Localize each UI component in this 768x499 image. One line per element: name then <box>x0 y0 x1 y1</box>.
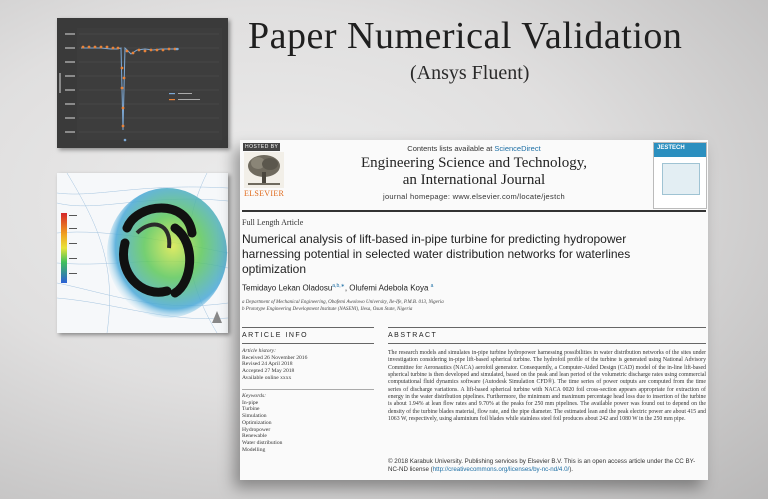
keyword-item: Renewable <box>242 433 267 440</box>
author-2-affiliation-mark: a <box>430 283 434 289</box>
keyword-item: Water distribution <box>242 439 283 446</box>
header-rule <box>242 210 706 212</box>
history-heading: Article history: <box>242 348 277 354</box>
contents-line <box>240 144 708 153</box>
keyword-item: Simulation <box>242 413 267 420</box>
abstract-top-rule <box>388 327 706 328</box>
author-1-affiliation-mark: a,b,∗ <box>332 283 345 289</box>
cfd-streamlines-graphic <box>57 173 228 333</box>
cfd-simulation-image <box>57 173 228 333</box>
sciencedirect-link[interactable]: ScienceDirect <box>494 144 541 153</box>
author-2: Olufemi Adebola Koya <box>349 283 429 293</box>
journal-cover-graphic <box>662 163 700 195</box>
abstract-heading: ABSTRACT <box>388 332 438 339</box>
history-item: Available online xxxx <box>242 374 292 381</box>
history-item: Accepted 27 May 2018 <box>242 368 295 375</box>
journal-cover-label: JESTECH <box>657 145 685 151</box>
author-separator: , <box>344 283 350 293</box>
license-link[interactable]: http://creativecommons.org/licenses/by-nc-nd/4.0/ <box>432 466 570 473</box>
article-info-top-rule <box>242 327 374 328</box>
elsevier-wordmark: ELSEVIER <box>244 189 285 198</box>
keyword-item: Hydropower <box>242 426 271 433</box>
copyright-text: © 2018 Karabuk University. Publishing services by Elsevier B.V. This is an open access article under the CC BY-NC-ND license ( <box>388 458 696 473</box>
article-history <box>242 348 307 382</box>
paper-title: Numerical analysis of lift-based in-pipe turbine for predicting hydropower harnessing potential in selected water distribution networks for waterlines optimization <box>242 232 631 276</box>
paper-preview <box>240 140 708 480</box>
journal-homepage: journal homepage: www.elsevier.com/locate/jestch <box>383 192 565 201</box>
journal-title <box>240 155 708 189</box>
author-1: Temidayo Lekan Oladosu <box>242 283 333 293</box>
journal-cover-image <box>653 142 707 209</box>
article-info-bottom-rule <box>242 343 374 344</box>
keyword-item: Optimization <box>242 419 272 426</box>
slide-title: Paper Numerical Validation <box>248 15 683 57</box>
contents-prefix: Contents lists available at <box>407 144 495 153</box>
validation-chart-graphic <box>57 18 228 148</box>
keywords-list <box>242 393 282 453</box>
affiliation-b: b Prototype Engineering Development Institute (NASENI), Ilesa, Osun State, Nigeria <box>242 307 413 312</box>
validation-chart-image <box>57 18 228 148</box>
history-item: Revised 24 April 2018 <box>242 361 293 368</box>
journal-title-line2: an International Journal <box>402 172 546 188</box>
keywords-rule <box>242 389 374 390</box>
article-type: Full Length Article <box>242 218 304 227</box>
copyright-notice <box>388 458 706 474</box>
keyword-item: Turbine <box>242 406 260 413</box>
copyright-end: ). <box>569 466 574 473</box>
abstract-body: The research models and simulates in-pipe turbine hydropower harnessing possibilities in water distribution networks of the sites under investigation considering in-pipe lift-based spherical turbine. The hydrofoil profile of the turbine is generated using National Advisory Committee for Aeronautics (NACA) aerofoil generator. Consequently, a Computer-Aided Design (CAD) model of the in-line lift-based spherical turbine is then developed and simulated, based on the peak and lean period of the volumetric discharge rates using commercial computational fluid dynamics software (Autodesk Simulation CFD®). The time series of power outputs are computed from the time series of discharge variations. A lift-based spherical turbine with NACA 0020 foil cross-section appears appropriate for extraction of energy in the water distribution pipelines. Furthermore, the minimum and maximum percentage head loss due to insertion of the turbine is about 1.94% at lean flow rates and 9.70% at the peaks for 250 mm pipelines. The available power was found out to depend on the density of the turbine blades material, flow rate, and the pipe diameter. The estimated lean and the peak electric power are about 415 and 1063 W, respectively, using aluminium foil blades while stainless steel foil produces about 242 and 1080 W in the 250 mm pipe. <box>388 350 706 423</box>
affiliation-a: a Department of Mechanical Engineering, Obafemi Awolowo University, Ile-Ife, P.M.B. 013, Nigeria <box>242 300 444 305</box>
abstract-bottom-rule <box>388 343 706 344</box>
hosted-by-label: HOSTED BY <box>245 144 279 150</box>
article-info-heading: ARTICLE INFO <box>242 332 309 339</box>
journal-cover-band <box>654 143 706 157</box>
journal-title-line1: Engineering Science and Technology, <box>361 155 587 171</box>
history-item: Received 26 November 2016 <box>242 354 308 361</box>
keyword-item: In-pipe <box>242 399 259 406</box>
slide-subtitle: (Ansys Fluent) <box>410 62 530 84</box>
keyword-item: Modelling <box>242 446 266 453</box>
author-list <box>242 283 433 293</box>
keywords-heading: Keywords: <box>242 393 267 399</box>
